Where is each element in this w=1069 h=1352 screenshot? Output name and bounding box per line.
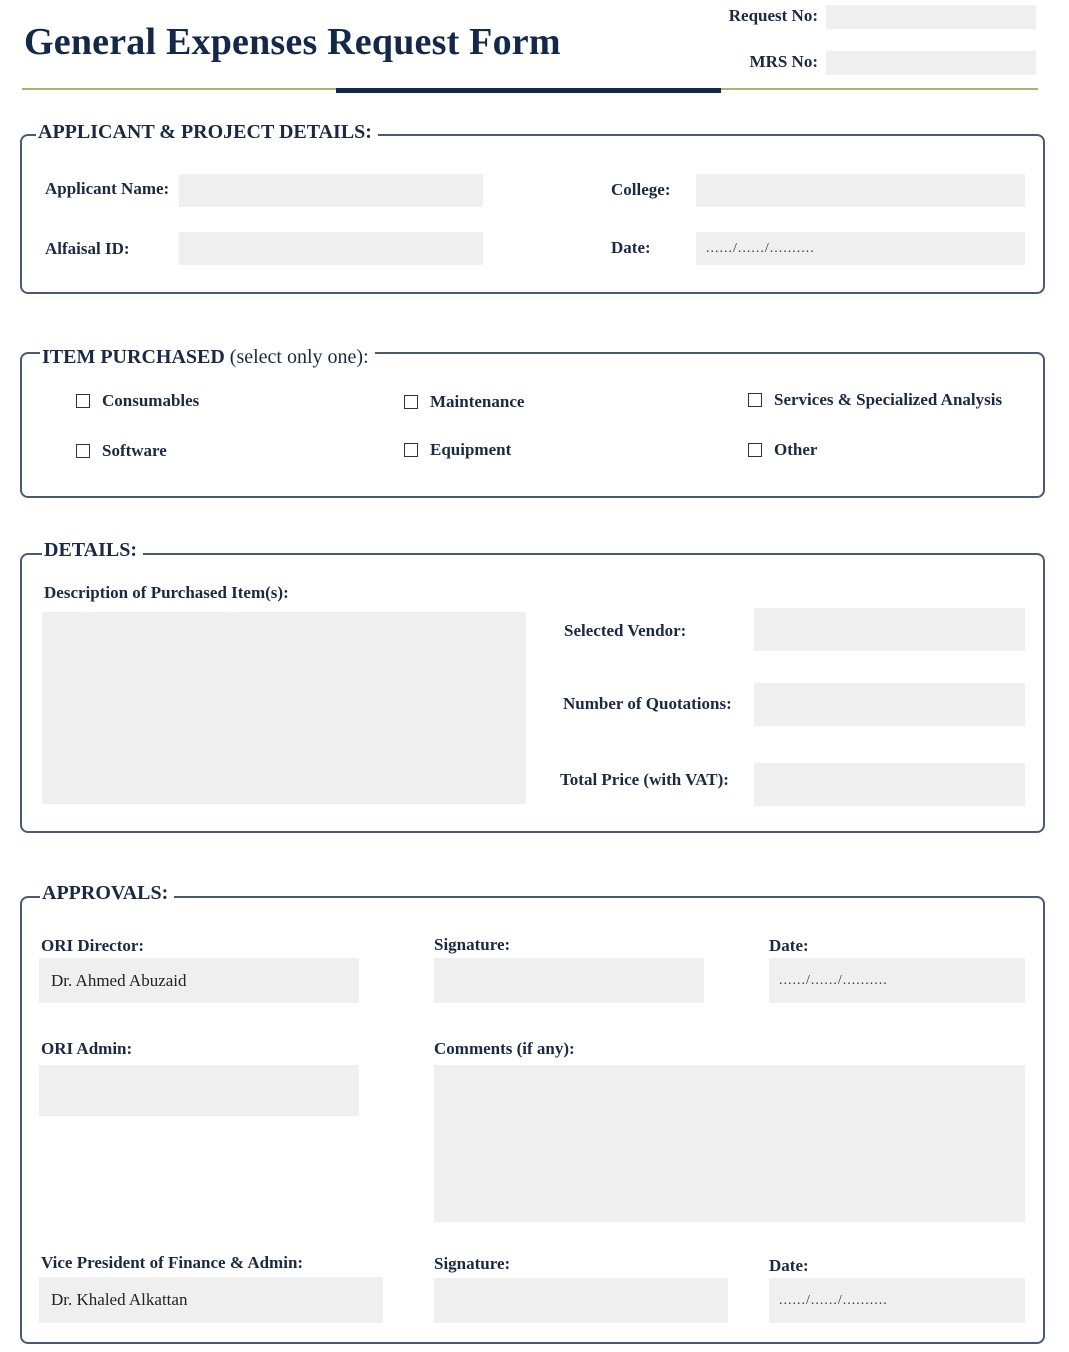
comments-field[interactable] [434,1065,1025,1222]
option-other[interactable] [748,440,817,460]
ori-admin-label: ORI Admin: [41,1039,133,1058]
option-software-label: Software [102,441,167,460]
vp-date-field[interactable]: ....../....../.......... [769,1278,1025,1323]
vendor-field[interactable] [754,608,1025,651]
checkbox-equipment[interactable] [404,443,418,457]
total-price-field[interactable] [754,763,1025,806]
vp-signature-field[interactable] [434,1278,728,1323]
option-services-label: Services & Specialized Analysis [774,390,1003,409]
description-field[interactable] [42,612,526,804]
applicant-name-field[interactable] [179,174,483,207]
vp-date-label: Date: [769,1256,809,1275]
applicant-section-title: APPLICANT & PROJECT DETAILS: [36,119,378,145]
option-services[interactable] [748,390,1002,410]
ori-director-date-label: Date: [769,936,809,955]
ori-director-date-field[interactable]: ....../....../.......... [769,958,1025,1003]
option-software[interactable] [76,441,167,461]
ori-director-label: ORI Director: [41,936,145,955]
applicant-name-label: Applicant Name: [45,179,170,198]
request-no-field[interactable] [826,5,1036,29]
option-consumables[interactable] [76,391,199,411]
checkbox-maintenance[interactable] [404,395,418,409]
total-price-label: Total Price (with VAT): [560,770,729,789]
option-maintenance[interactable] [404,392,524,412]
comments-label: Comments (if any): [434,1039,575,1058]
college-label: College: [611,180,671,199]
quotations-field[interactable] [754,683,1025,726]
applicant-date-field[interactable]: ....../....../.......... [696,232,1025,265]
vendor-label: Selected Vendor: [564,621,687,640]
vp-signature-label: Signature: [434,1254,511,1273]
item-purchased-section [20,352,1045,498]
form-title: General Expenses Request Form [24,21,561,63]
vp-finance-label: Vice President of Finance & Admin: [41,1253,304,1272]
option-equipment-label: Equipment [430,440,512,459]
option-other-label: Other [774,440,818,459]
mrs-no-field[interactable] [826,51,1036,75]
checkbox-services[interactable] [748,393,762,407]
details-section-title: DETAILS: [42,537,143,563]
option-equipment[interactable] [404,440,511,460]
vp-finance-field[interactable]: Dr. Khaled Alkattan [39,1277,383,1323]
alfaisal-id-field[interactable] [179,232,483,265]
option-maintenance-label: Maintenance [430,392,525,411]
item-purchased-heading: ITEM PURCHASED [42,346,225,368]
option-consumables-label: Consumables [102,391,200,410]
checkbox-other[interactable] [748,443,762,457]
ori-director-field[interactable]: Dr. Ahmed Abuzaid [39,958,359,1003]
description-label: Description of Purchased Item(s): [44,583,289,602]
ori-director-signature-field[interactable] [434,958,704,1003]
header-divider-accent [336,88,721,93]
alfaisal-id-label: Alfaisal ID: [45,239,130,258]
item-purchased-subtitle: (select only one): [229,346,369,368]
item-purchased-title [40,344,375,370]
checkbox-software[interactable] [76,444,90,458]
checkbox-consumables[interactable] [76,394,90,408]
ori-director-signature-label: Signature: [434,935,511,954]
applicant-date-label: Date: [611,238,651,257]
mrs-no-label: MRS No: [749,52,818,71]
college-field[interactable] [696,174,1025,207]
request-no-label: Request No: [728,6,818,25]
applicant-section [20,134,1045,294]
approvals-section-title: APPROVALS: [40,880,174,906]
quotations-label: Number of Quotations: [563,694,732,713]
ori-admin-field[interactable] [39,1065,359,1116]
